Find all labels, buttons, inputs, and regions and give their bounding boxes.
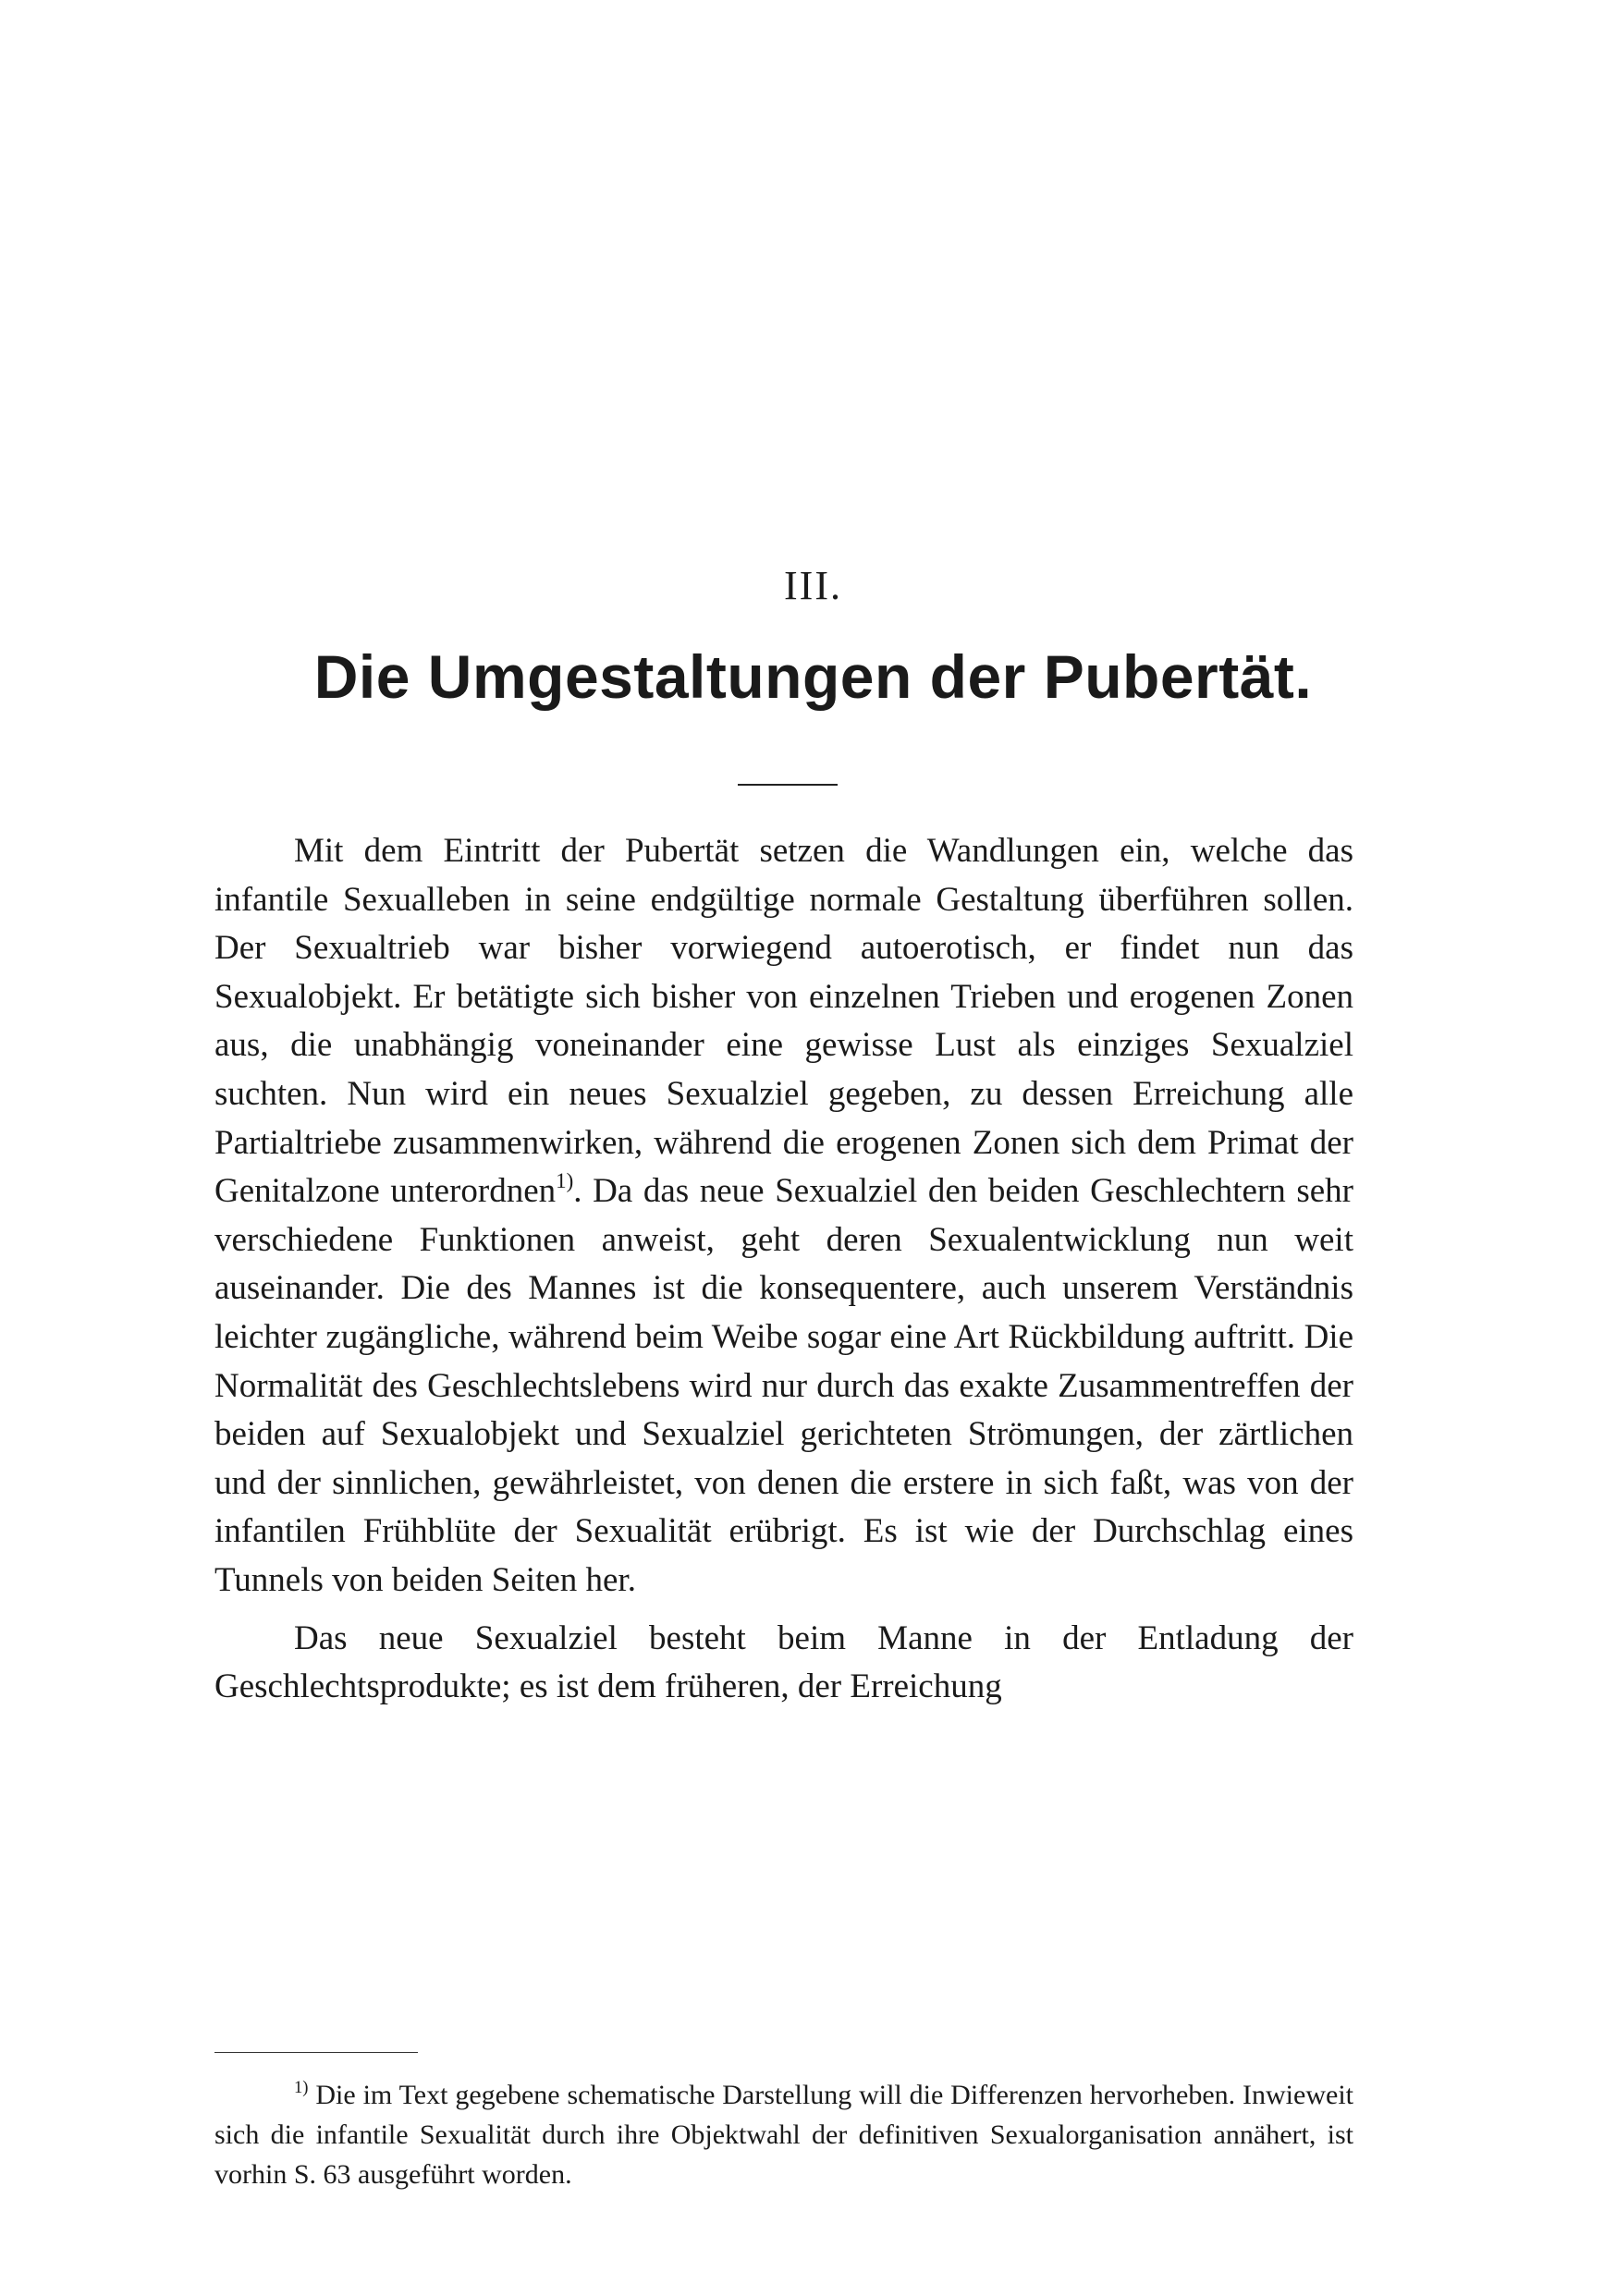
footnote-reference: 1) — [556, 1169, 574, 1193]
paragraph-text: Das neue Sexualziel besteht beim Manne in der Entladung der Geschlechtsprodukte; es ist dem früheren, der Erreichung — [214, 1618, 1353, 1706]
paragraph-text: . Da das neue Sexualziel den beiden Geschlechtern sehr verschiedene Funktionen anweist, geht deren Sexualentwicklung nun weit auseinander. Die des Mannes ist die konsequentere, auch unserem Verständnis leichter zugängliche, während beim Weibe sogar eine Art Rückbildung auftritt. Die Normalität des Geschlechtslebens wird nur durch das exakte Zusammentreffen der beiden auf Sexualobjekt und Sexualziel gerichteten Strömungen, der zärtlichen und der sinnlichen, gewährleistet, von denen die erstere in sich faßt, was von der infantilen Frühblüte der Sexualität erübrigt. Es ist wie der Durchschlag eines Tunnels von beiden Seiten her. — [214, 1172, 1353, 1599]
body-paragraph — [214, 1615, 1353, 1712]
body-text — [214, 827, 1353, 1712]
footnote-divider — [214, 2052, 418, 2053]
title-divider — [738, 784, 838, 786]
footnotes — [214, 2075, 1353, 2194]
chapter-title: Die Umgestaltungen der Pubertät. — [313, 642, 1313, 711]
chapter-number: III. — [784, 563, 842, 608]
body-paragraph — [214, 827, 1353, 1606]
footnote-marker: 1) — [294, 2077, 309, 2097]
paragraph-text: Mit dem Eintritt der Pubertät setzen die Wandlungen ein, welche das infantile Sexualleben in seine endgültige normale Gestaltung überführen sollen. Der Sexualtrieb war bisher vorwiegend autoerotisch, er findet nun das Sexualobjekt. Er betätigte sich bisher von einzelnen Trieben und erogenen Zonen aus, die unabhängig voneinander eine gewisse Lust als einziges Sexualziel suchten. Nun wird ein neues Sexualziel gegeben, zu dessen Erreichung alle Partialtriebe zusammenwirken, während die erogenen Zonen sich dem Primat der Genitalzone unterordnen — [214, 832, 1353, 1211]
footnote — [214, 2075, 1353, 2194]
footnote-text: Die im Text gegebene schematische Darstellung will die Differenzen hervorheben. Inwieweit sich die infantile Sexualität durch ihre Objektwahl der definitiven Sexualorganisation annähert, ist vorhin S. 63 ausgeführt worden. — [214, 2080, 1353, 2190]
